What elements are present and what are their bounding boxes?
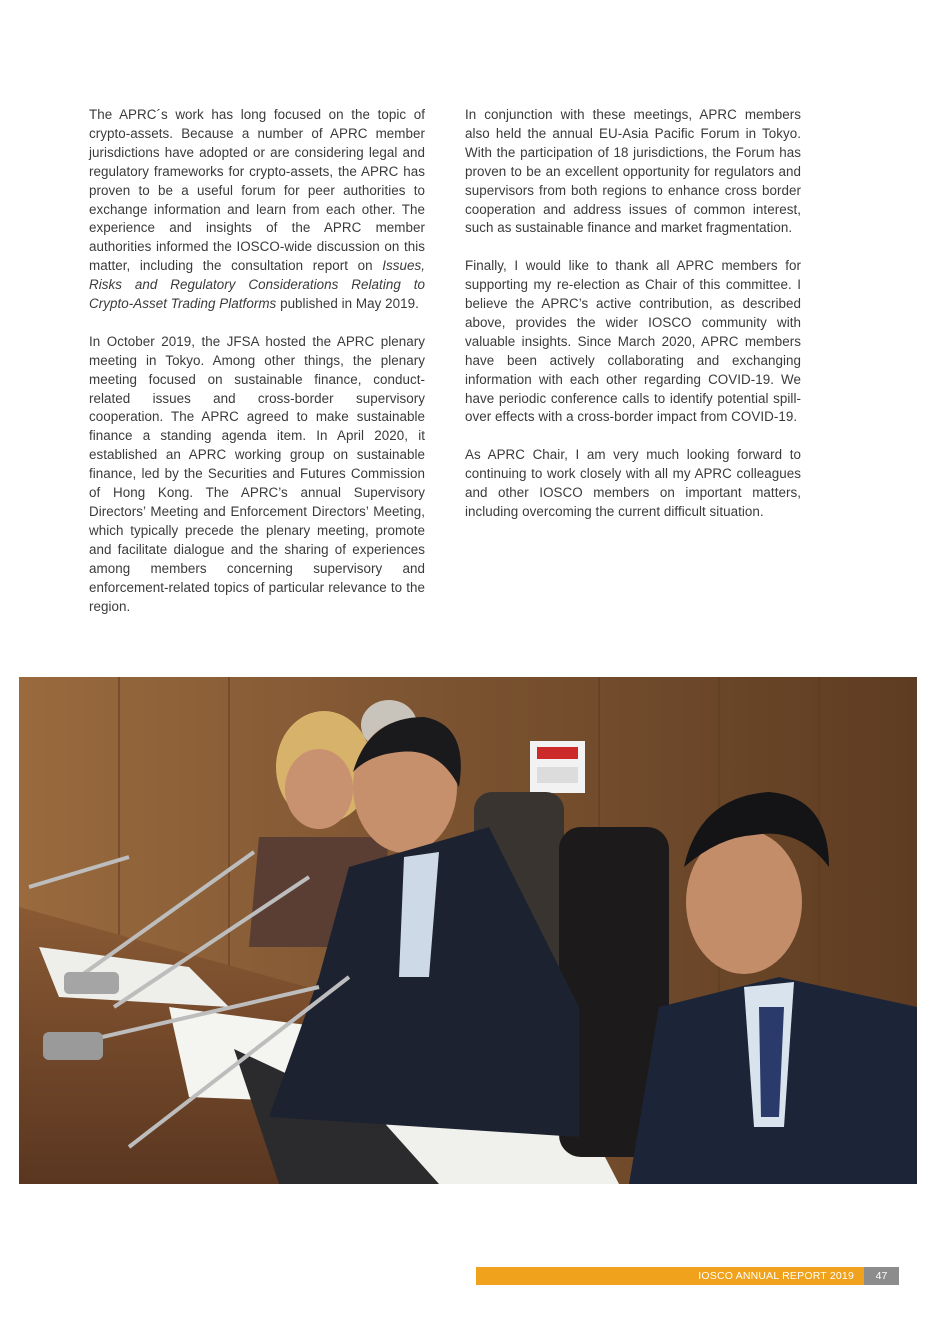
paragraph-text-end: published in May 2019.: [276, 296, 419, 312]
paragraph-thanks: Finally, I would like to thank all APRC members for supporting my re-election as Chair of this committee. I believe the APRC’s active contribution, as described above, provides the wider IOSCO community with valuable insights. Since March 2020, APRC members have been actively collaborating and exchanging information with each other regarding COVID-19. We have periodic conference calls to identify potential spill-over effects with a cross-border impact from COVID-19.: [465, 258, 801, 425]
meeting-photo: [19, 677, 917, 1184]
page-number: 47: [864, 1267, 899, 1285]
paragraph-text: The APRC´s work has long focused on the topic of crypto-assets. Because a number of APRC member jurisdictions have adopted or are considering legal and regulatory frameworks for crypto-assets, the APRC has proven to be a useful forum for peer authorities to exchange information and learn from each other. The experience and insights of the APRC member authorities informed the IOSCO-wide discussion on this matter, including the consultation report on: [89, 107, 425, 274]
paragraph-closing: As APRC Chair, I am very much looking forward to continuing to work closely with all my APRC colleagues and other IOSCO members on important matters, including overcoming the current difficult situation.: [465, 447, 801, 519]
paragraph-plenary-meeting: In October 2019, the JFSA hosted the APRC plenary meeting in Tokyo. Among other things, the plenary meeting focused on sustainable finance, conduct-related issues and cross-border supervisory cooperation. The APRC agreed to make sustainable finance a standing agenda item. In April 2020, it established an APRC working group on sustainable finance, led by the Securities and Futures Commission of Hong Kong. The APRC’s annual Supervisory Directors’ Meeting and Enforcement Directors’ Meeting, which typically precede the plenary meeting, promote and facilitate dialogue and the sharing of experiences among members concerning supervisory and enforcement-related topics of particular relevance to the region.: [89, 333, 425, 614]
paragraph-crypto-assets: [89, 106, 425, 314]
paragraph-eu-asia-forum: In conjunction with these meetings, APRC members also held the annual EU-Asia Pacific Forum in Tokyo. With the participation of 18 jurisdictions, the Forum has proven to be an excellent opportunity for regulators and supervisors from both regions to enhance cross border cooperation and address issues of common interest, such as sustainable finance and market fragmentation.: [465, 107, 801, 236]
right-text-column: [465, 106, 801, 522]
report-title-italic: Issues, Risks and Regulatory Considerations Relating to Crypto-Asset Trading Platforms: [89, 258, 425, 312]
footer-report-title: IOSCO ANNUAL REPORT 2019: [476, 1267, 864, 1285]
left-text-column: [89, 106, 425, 616]
